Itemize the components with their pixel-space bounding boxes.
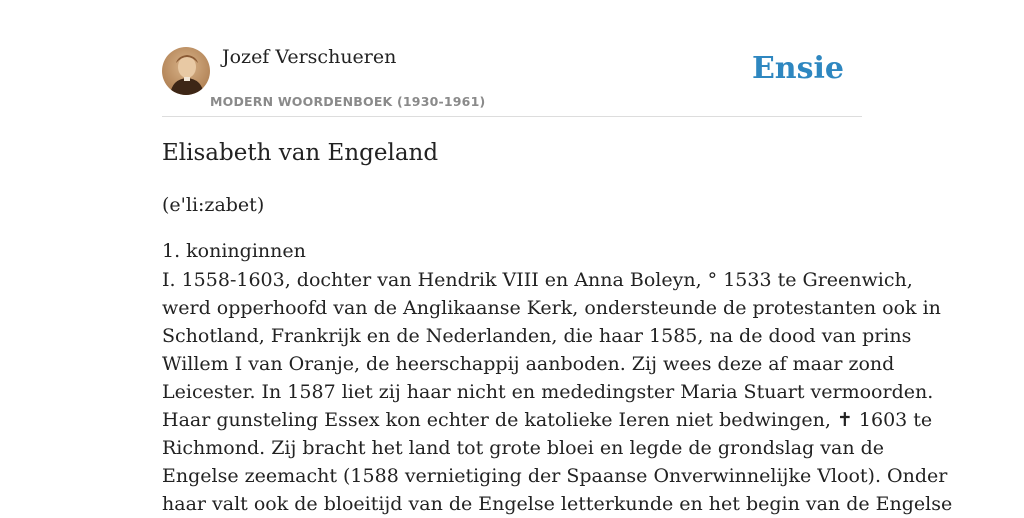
body-line: Schotland, Frankrijk en de Nederlanden, die haar 1585, na de dood van prins <box>162 325 912 347</box>
portrait-image <box>162 47 210 95</box>
brand-logo[interactable]: Ensie <box>751 51 844 86</box>
entry-body <box>162 266 953 518</box>
body-line: Richmond. Zij bracht het land tot grote bloei en legde de grondslag van de <box>162 437 884 459</box>
pronunciation: (e'li:zabet) <box>162 194 265 216</box>
body-line: I. 1558-1603, dochter van Hendrik VIII en Anna Boleyn, ° 1533 te Greenwich, <box>162 269 913 291</box>
author-name[interactable]: Jozef Verschueren <box>222 46 397 68</box>
header <box>162 0 862 117</box>
page <box>162 0 953 515</box>
body-line: Engelse zeemacht (1588 vernietiging der Spaanse Onverwinnelijke Vloot). Onder <box>162 465 948 487</box>
body-line: werd opperhoofd van de Anglikaanse Kerk, ondersteunde de protestanten ook in <box>162 297 941 319</box>
sense-heading: 1. koninginnen <box>162 240 306 262</box>
source-label[interactable]: MODERN WOORDENBOEK (1930-1961) <box>210 94 486 109</box>
entry-title: Elisabeth van Engeland <box>162 140 439 166</box>
body-line: Haar gunsteling Essex kon echter de katolieke Ieren niet bedwingen, ✝ 1603 te <box>162 409 933 431</box>
body-line: Leicester. In 1587 liet zij haar nicht en mededingster Maria Stuart vermoorden. <box>162 381 934 403</box>
body-line: haar valt ook de bloeitijd van de Engelse letterkunde en het begin van de Engelse <box>162 493 953 515</box>
author-avatar[interactable] <box>162 47 210 95</box>
body-line: Willem I van Oranje, de heerschappij aanboden. Zij wees deze af maar zond <box>162 353 895 375</box>
